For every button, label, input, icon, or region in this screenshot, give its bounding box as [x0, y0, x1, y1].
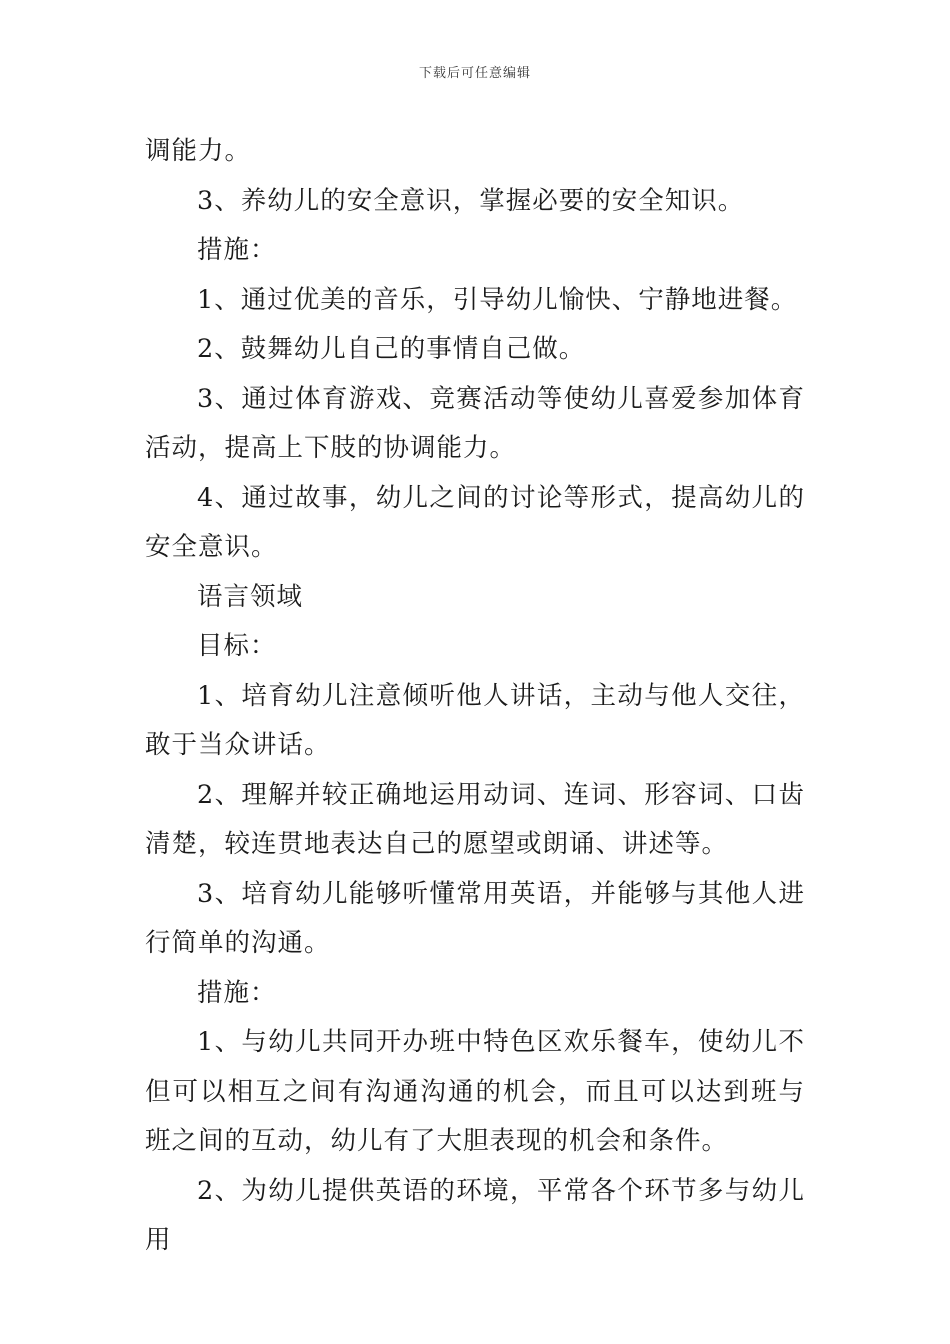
- paragraph: 3、养幼儿的安全意识，掌握必要的安全知识。: [197, 185, 745, 216]
- paragraph: 3、培育幼儿能够听懂常用英语，并能够与其他人进行简单的沟通。: [145, 878, 805, 958]
- section-label: 措施：: [197, 235, 277, 265]
- paragraph: 1、培育幼儿注意倾听他人讲话，主动与他人交往，敢于当众讲话。: [145, 680, 805, 760]
- paragraph: 1、与幼儿共同开办班中特色区欢乐餐车，使幼儿不但可以相互之间有沟通沟通的机会，而且可以达到班与班之间的互动，幼儿有了大胆表现的机会和条件。: [145, 1027, 805, 1156]
- paragraph: 调能力。: [145, 136, 252, 166]
- paragraph: 3、通过体育游戏、竞赛活动等使幼儿喜爱参加体育活动，提高上下肢的协调能力。: [145, 383, 805, 463]
- section-label: 目标：: [197, 631, 277, 661]
- section-heading: 语言领域: [197, 581, 304, 612]
- document-body: [145, 127, 805, 1266]
- page-header: 下载后可任意编辑: [418, 66, 531, 81]
- paragraph: 2、鼓舞幼儿自己的事情自己做。: [197, 334, 586, 364]
- paragraph: 1、通过优美的音乐，引导幼儿愉快、宁静地进餐。: [197, 284, 798, 315]
- paragraph: 4、通过故事，幼儿之间的讨论等形式，提高幼儿的安全意识。: [145, 482, 805, 562]
- section-label: 措施：: [197, 977, 277, 1008]
- paragraph: 2、理解并较正确地运用动词、连词、形容词、口齿清楚，较连贯地表达自己的愿望或朗诵、讲述等。: [145, 779, 805, 859]
- paragraph: 2、为幼儿提供英语的环境，平常各个环节多与幼儿用: [145, 1175, 805, 1255]
